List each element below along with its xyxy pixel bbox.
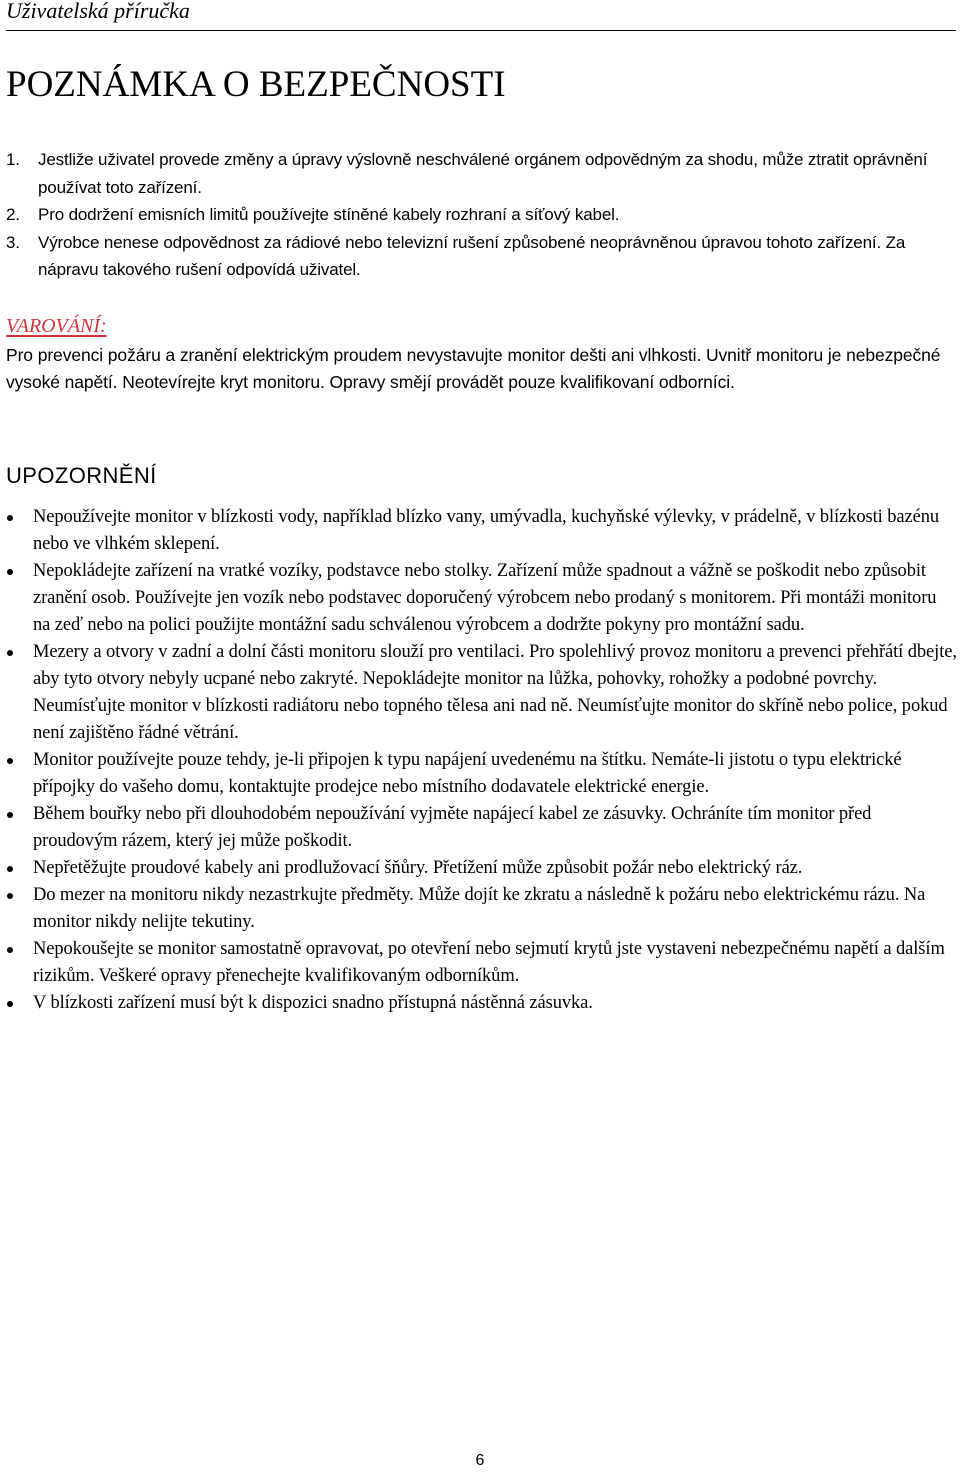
bullet-icon: [7, 569, 13, 575]
list-item: [6, 855, 958, 882]
item-number: 1.: [6, 150, 20, 169]
caution-list: [6, 504, 958, 1017]
item-text: Nepokládejte zařízení na vratké vozíky, podstavce nebo stolky. Zařízení může spadnout a vážně se poškodit nebo způsobit zranění osob. Používejte jen vozík nebo podstavec doporučený výrobcem nebo prodaný s monitorem. Při montáži monitoru na zeď nebo na polici použijte montážní sadu schválenou výrobcem a dodržte pokyny pro montážní sadu.: [33, 561, 937, 635]
bullet-icon: [7, 947, 13, 953]
list-item: [6, 146, 956, 201]
list-item: [6, 558, 958, 639]
running-header: [6, 0, 956, 31]
item-text: Pro dodržení emisních limitů používejte stíněné kabely rozhraní a síťový kabel.: [38, 205, 620, 224]
bullet-icon: [7, 812, 13, 818]
safety-notes-list: [6, 146, 956, 284]
list-item: [6, 882, 958, 936]
bullet-icon: [7, 893, 13, 899]
list-item: [6, 936, 958, 990]
bullet-icon: [7, 758, 13, 764]
header-title: Uživatelská příručka: [6, 0, 190, 23]
page-title: POZNÁMKA O BEZPEČNOSTI: [6, 64, 506, 105]
item-text: Jestliže uživatel provede změny a úpravy výslovně neschválené orgánem odpovědným za shodu, může ztratit oprávnění používat toto zařízení.: [38, 150, 928, 197]
warning-text: Pro prevenci požáru a zranění elektrickým proudem nevystavujte monitor dešti ani vlhkosti. Uvnitř monitoru je nebezpečné vysoké napětí. Neotevírejte kryt monitoru. Opravy smějí provádět pouze kvalifikovaní odborníci.: [6, 345, 941, 392]
page-number: 6: [475, 1452, 485, 1469]
list-item: [6, 201, 956, 229]
list-item: [6, 990, 958, 1017]
bullet-icon: [7, 515, 13, 521]
list-item: [6, 747, 958, 801]
item-text: Během bouřky nebo při dlouhodobém nepoužívání vyjměte napájecí kabel ze zásuvky. Ochráníte tím monitor před proudovým rázem, který jej může poškodit.: [33, 804, 872, 851]
item-text: Nepoužívejte monitor v blízkosti vody, například blízko vany, umývadla, kuchyňské výlevky, v prádelně, v blízkosti bazénu nebo ve vlhkém sklepení.: [33, 507, 939, 554]
item-text: Nepřetěžujte proudové kabely ani prodlužovací šňůry. Přetížení může způsobit požár nebo elektrický ráz.: [33, 858, 803, 878]
warning-heading: VAROVÁNÍ:: [6, 315, 107, 337]
list-item: [6, 639, 958, 747]
item-text: Mezery a otvory v zadní a dolní části monitoru slouží pro ventilaci. Pro spolehlivý provoz monitoru a prevenci přehřátí dbejte, aby tyto otvory nebyly ucpané nebo zakryté. Nepokládejte monitor na lůžka, pohovky, rohožky a podobné povrchy. Neumísťujte monitor v blízkosti radiátoru nebo topného tělesa ani nad ně. Neumísťujte monitor do skříně nebo police, pokud není zajištěno řádné větrání.: [33, 642, 957, 743]
item-text: Monitor používejte pouze tehdy, je-li připojen k typu napájení uvedenému na štítku. Nemáte-li jistotu o typu elektrické přípojky do vašeho domu, kontaktujte prodejce nebo místního dodavatele elektrické energie.: [33, 750, 902, 797]
list-item: [6, 801, 958, 855]
bullet-icon: [7, 650, 13, 656]
item-number: 3.: [6, 232, 20, 252]
item-number: 2.: [6, 205, 20, 224]
caution-heading: UPOZORNĚNÍ: [6, 463, 157, 488]
bullet-icon: [7, 866, 13, 872]
item-text: Nepokoušejte se monitor samostatně opravovat, po otevření nebo sejmutí krytů jste vystaveni nebezpečnému napětí a dalším rizikům. Veškeré opravy přenechejte kvalifikovaným odborníkům.: [33, 939, 945, 986]
bullet-icon: [7, 1001, 13, 1007]
list-item: [6, 229, 956, 284]
item-text: Do mezer na monitoru nikdy nezastrkujte předměty. Může dojít ke zkratu a následně k požáru nebo elektrickému rázu. Na monitor nikdy nelijte tekutiny.: [33, 885, 926, 932]
list-item: [6, 504, 958, 558]
item-text: Výrobce nenese odpovědnost za rádiové nebo televizní rušení způsobené neoprávněnou úpravou tohoto zařízení. Za nápravu takového rušení odpovídá uživatel.: [38, 232, 906, 279]
item-text: V blízkosti zařízení musí být k dispozici snadno přístupná nástěnná zásuvka.: [33, 993, 593, 1013]
